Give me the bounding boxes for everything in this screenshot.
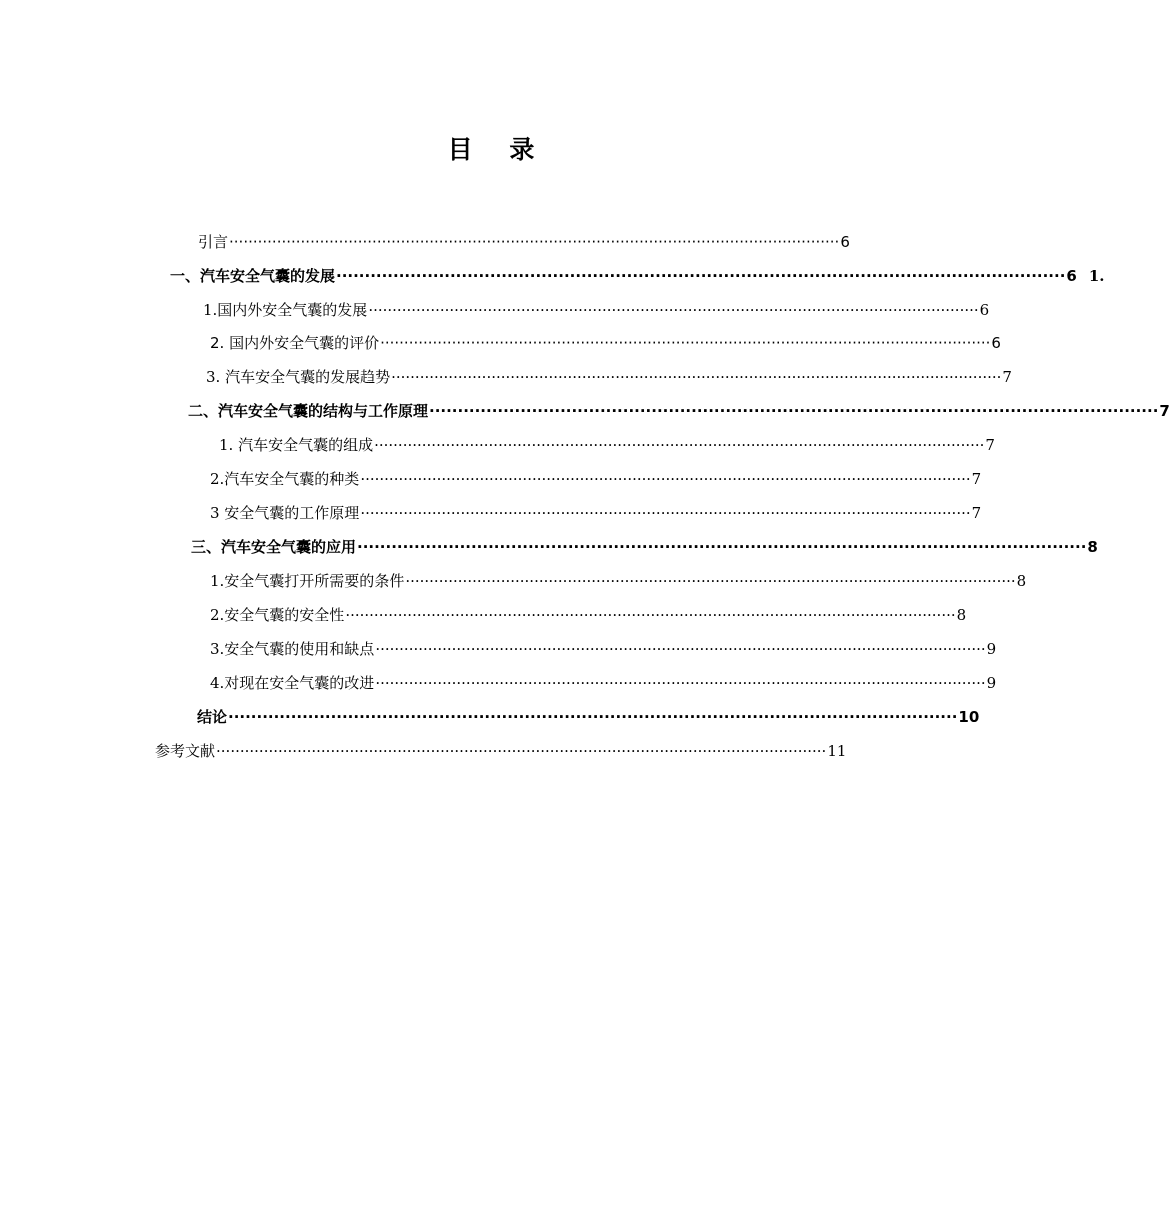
dot-leader: ································································································································ bbox=[357, 538, 1087, 556]
toc-entry-label: 2. 国内外安全气囊的评价 bbox=[210, 334, 380, 352]
dot-leader: ································································································································ bbox=[229, 233, 840, 251]
toc-entry-label: 结论 bbox=[197, 708, 228, 726]
toc-entry[interactable] bbox=[210, 603, 967, 627]
toc-page-number: 9 bbox=[986, 674, 997, 692]
toc-page-number: 7 bbox=[971, 504, 982, 522]
dot-leader: ································································································································ bbox=[374, 436, 985, 454]
toc-entry-label: 3.安全气囊的使用和缺点 bbox=[210, 640, 375, 658]
toc-page-number: 6 bbox=[840, 233, 850, 251]
toc-page-number: 9 bbox=[986, 640, 997, 658]
toc-page-number: 6 bbox=[1066, 267, 1077, 285]
toc-entry[interactable] bbox=[210, 569, 1027, 593]
toc-entry-label: 4.对现在安全气囊的改进 bbox=[210, 674, 375, 692]
toc-entry[interactable] bbox=[155, 739, 847, 763]
toc-entry[interactable] bbox=[219, 433, 995, 457]
dot-leader: ································································································································ bbox=[360, 504, 971, 522]
toc-entry[interactable] bbox=[197, 705, 980, 729]
toc-entry-label: 参考文献 bbox=[155, 742, 216, 760]
toc-entry-label: 1.国内外安全气囊的发展 bbox=[203, 301, 368, 319]
toc-page-number: 7 bbox=[1159, 402, 1170, 420]
dot-leader: ································································································································ bbox=[368, 301, 979, 319]
toc-entry-label: 1. 汽车安全气囊的组成 bbox=[219, 436, 374, 454]
toc-entry[interactable] bbox=[210, 331, 1001, 355]
toc-entry[interactable] bbox=[170, 264, 1105, 288]
dot-leader: ································································································································ bbox=[380, 334, 991, 352]
toc-page-number: 6 bbox=[991, 334, 1001, 352]
toc-page-number: 11 bbox=[827, 742, 847, 760]
dot-leader: ································································································································ bbox=[336, 267, 1066, 285]
toc-entry-label: 一、汽车安全气囊的发展 bbox=[170, 267, 336, 285]
toc-entry-label: 1.安全气囊打开所需要的条件 bbox=[210, 572, 405, 590]
page-title: 目 录 bbox=[447, 135, 549, 164]
toc-page-number: 7 bbox=[985, 436, 995, 454]
toc-entry-label: 3. 汽车安全气囊的发展趋势 bbox=[206, 368, 391, 386]
dot-leader: ································································································································ bbox=[216, 742, 827, 760]
dot-leader: ································································································································ bbox=[375, 640, 986, 658]
toc-entry[interactable] bbox=[191, 535, 1098, 559]
toc-entry-label: 2.汽车安全气囊的种类 bbox=[210, 470, 360, 488]
toc-page-number: 8 bbox=[1087, 538, 1098, 556]
dot-leader: ································································································································ bbox=[391, 368, 1002, 386]
toc-entry[interactable] bbox=[206, 365, 1012, 389]
toc-page-number: 10 bbox=[958, 708, 980, 726]
toc-page-number: 6 bbox=[979, 301, 990, 319]
toc-stray-text: 1. bbox=[1088, 267, 1105, 285]
toc-entry[interactable] bbox=[198, 230, 850, 254]
toc-entry-label: 三、汽车安全气囊的应用 bbox=[191, 538, 357, 556]
toc-entry[interactable] bbox=[210, 501, 982, 525]
toc-entry[interactable] bbox=[210, 467, 982, 491]
toc-page-number: 7 bbox=[1002, 368, 1012, 386]
dot-leader: ································································································································ bbox=[345, 606, 956, 624]
toc-entry[interactable] bbox=[210, 671, 997, 695]
toc-entry-label: 2.安全气囊的安全性 bbox=[210, 606, 345, 624]
toc-page-number: 8 bbox=[1016, 572, 1027, 590]
toc-entry[interactable] bbox=[203, 298, 990, 322]
dot-leader: ································································································································ bbox=[228, 708, 958, 726]
toc-entry-label: 3 安全气囊的工作原理 bbox=[210, 504, 360, 522]
toc-entry[interactable] bbox=[210, 637, 997, 661]
toc-entry[interactable] bbox=[188, 399, 1170, 423]
dot-leader: ································································································································ bbox=[375, 674, 986, 692]
dot-leader: ································································································································ bbox=[429, 402, 1159, 420]
toc-entry-label: 二、汽车安全气囊的结构与工作原理 bbox=[188, 402, 429, 420]
dot-leader: ································································································································ bbox=[360, 470, 971, 488]
toc-page-number: 8 bbox=[956, 606, 967, 624]
dot-leader: ································································································································ bbox=[405, 572, 1016, 590]
toc-page-number: 7 bbox=[971, 470, 982, 488]
toc-entry-label: 引言 bbox=[198, 233, 229, 251]
